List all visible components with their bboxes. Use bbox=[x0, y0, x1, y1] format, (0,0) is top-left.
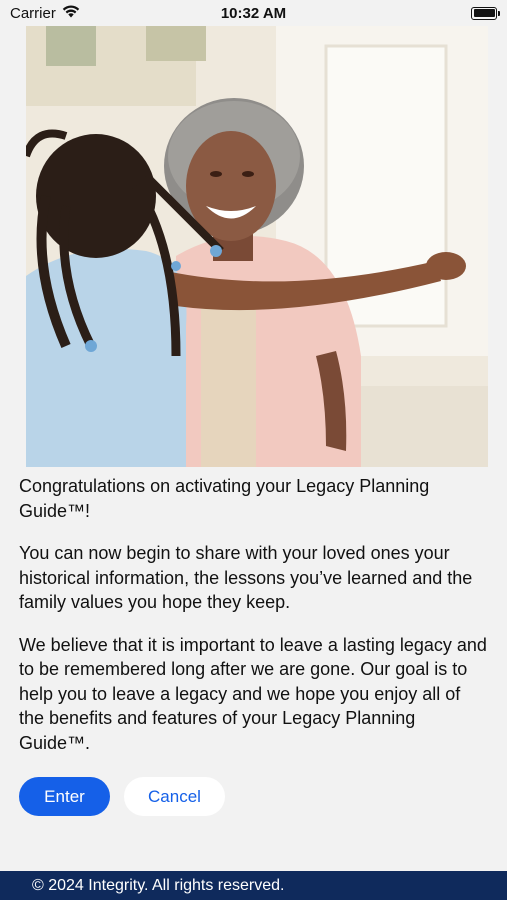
status-bar bbox=[0, 0, 507, 26]
battery-icon bbox=[471, 7, 497, 20]
hero-image bbox=[26, 26, 488, 467]
copyright-text: © 2024 Integrity. All rights reserved. bbox=[32, 876, 285, 894]
hero-photo-illustration bbox=[26, 26, 488, 467]
carrier-label: Carrier bbox=[10, 4, 56, 22]
status-right bbox=[471, 7, 507, 20]
enter-button[interactable]: Enter bbox=[19, 777, 110, 816]
cancel-button[interactable]: Cancel bbox=[124, 777, 225, 816]
paragraph-legacy: We believe that it is important to leave a lasting legacy and to be remembered long after we are gone. Our goal is to help you to leave a legacy and we hope you enjoy all of the benefits and features of your Legacy Planning Guide™. bbox=[19, 634, 487, 753]
status-time: 10:32 AM bbox=[220, 4, 287, 22]
intro-heading: Congratulations on activating your Legacy Planning Guide™! bbox=[19, 476, 430, 521]
footer bbox=[0, 871, 507, 900]
content bbox=[19, 474, 489, 773]
wifi-icon bbox=[62, 5, 80, 22]
button-row bbox=[19, 777, 225, 816]
paragraph-share: You can now begin to share with your loved ones your historical information, the lessons you’ve learned and the family values you hope they keep. bbox=[19, 543, 473, 612]
status-left bbox=[0, 5, 80, 22]
